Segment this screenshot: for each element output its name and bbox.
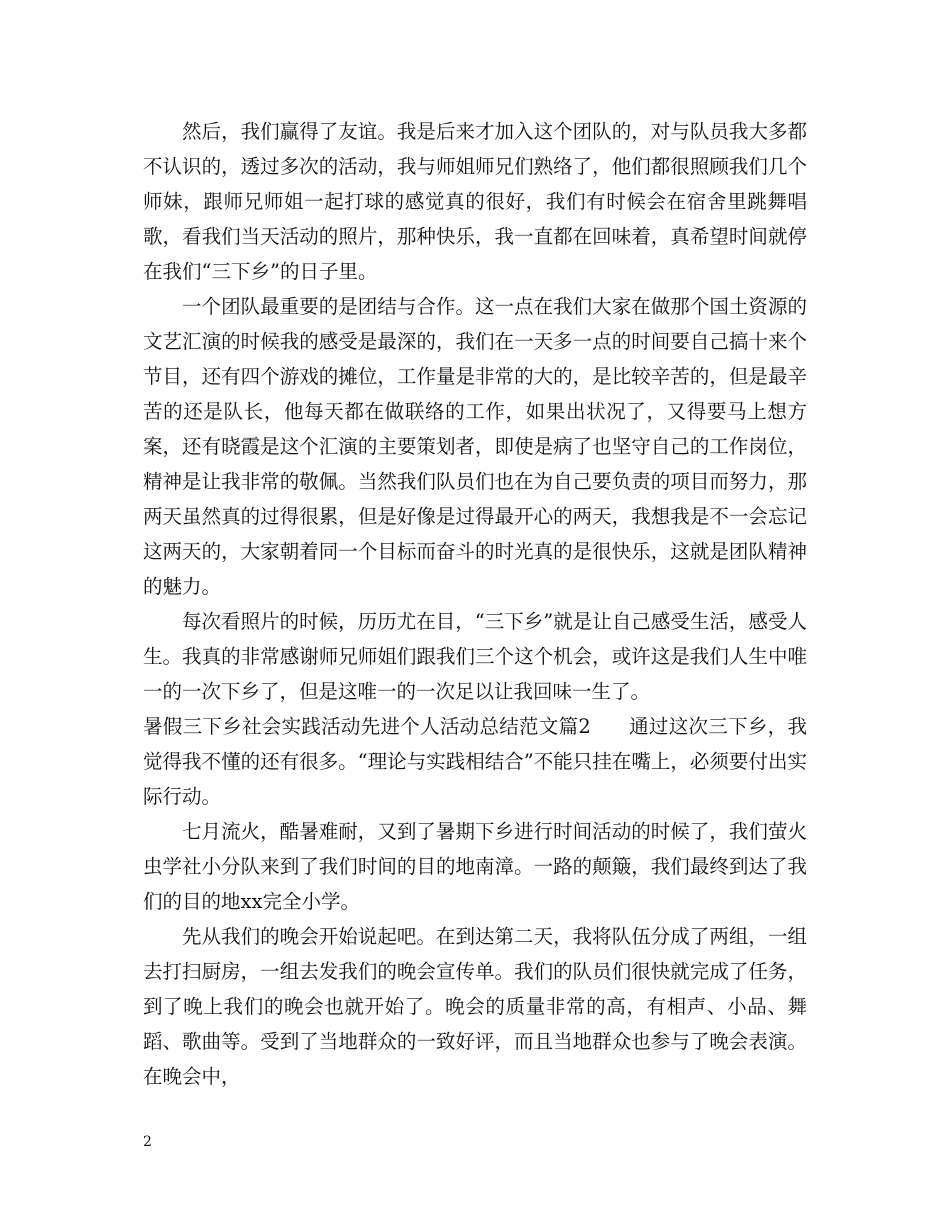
paragraph-teamwork: 一个团队最重要的是团结与合作。这一点在我们大家在做那个国土资源的文艺汇演的时候我的感受是最深的，我们在一天多一点的时间要自己搞十来个节目，还有四个游戏的摊位，工作量是非常的大的，是比较辛苦的，但是最辛苦的还是队长，他每天都在做联络的工作，如果出状况了，又得要马上想方案，还有晓霞是这个汇演的主要策划者，即使是病了也坚守自己的工作岗位，精神是让我非常的敬佩。当然我们队员们也在为自己要负责的项目而努力，那两天虽然真的过得很累，但是好像是过得最开心的两天，我想我是不一会忘记这两天的，大家朝着同一个目标而奋斗的时光真的是很快乐，这就是团队精神的魅力。 — [143, 295, 807, 598]
paragraph-photos: 每次看照片的时候，历历尤在目，“三下乡”就是让自己感受生活，感受人生。我真的非常感谢师兄师姐们跟我们三个这个机会，或许这是我们人生中唯一的一次下乡了，但是这唯一的一次足以让我回味一生了。 — [143, 610, 807, 703]
section-intro: 通过这次三下乡，我觉得我不懂的还有很多。“理论与实践相结合”不能只挂在嘴上，必须要付出实际行动。 — [143, 715, 807, 808]
page-number: 2 — [143, 1134, 152, 1150]
document-body — [143, 114, 807, 1094]
paragraph-arrival: 七月流火，酷暑难耐，又到了暑期下乡进行时间活动的时候了，我们萤火虫学社小分队来到了我们时间的目的地南漳。一路的颠簸，我们最终到达了我们的目的地xx完全小学。 — [143, 820, 807, 913]
section-heading: 暑假三下乡社会实践活动先进个人活动总结范文篇2 — [143, 715, 591, 738]
paragraph-evening-show: 先从我们的晚会开始说起吧。在到达第二天，我将队伍分成了两组，一组去打扫厨房，一组去发我们的晚会宣传单。我们的队员们很快就完成了任务，到了晚上我们的晚会也就开始了。晚会的质量非常的高，有相声、小品、舞蹈、歌曲等。受到了当地群众的一致好评，而且当地群众也参与了晚会表演。在晚会中， — [143, 925, 807, 1088]
paragraph-friendship: 然后，我们赢得了友谊。我是后来才加入这个团队的，对与队员我大多都不认识的，透过多次的活动，我与师姐师兄们熟络了，他们都很照顾我们几个师妹，跟师兄师姐一起打球的感觉真的很好，我们有时候会在宿舍里跳舞唱歌，看我们当天活动的照片，那种快乐，我一直都在回味着，真希望时间就停在我们“三下乡”的日子里。 — [143, 120, 807, 283]
section-paragraph — [143, 709, 807, 814]
